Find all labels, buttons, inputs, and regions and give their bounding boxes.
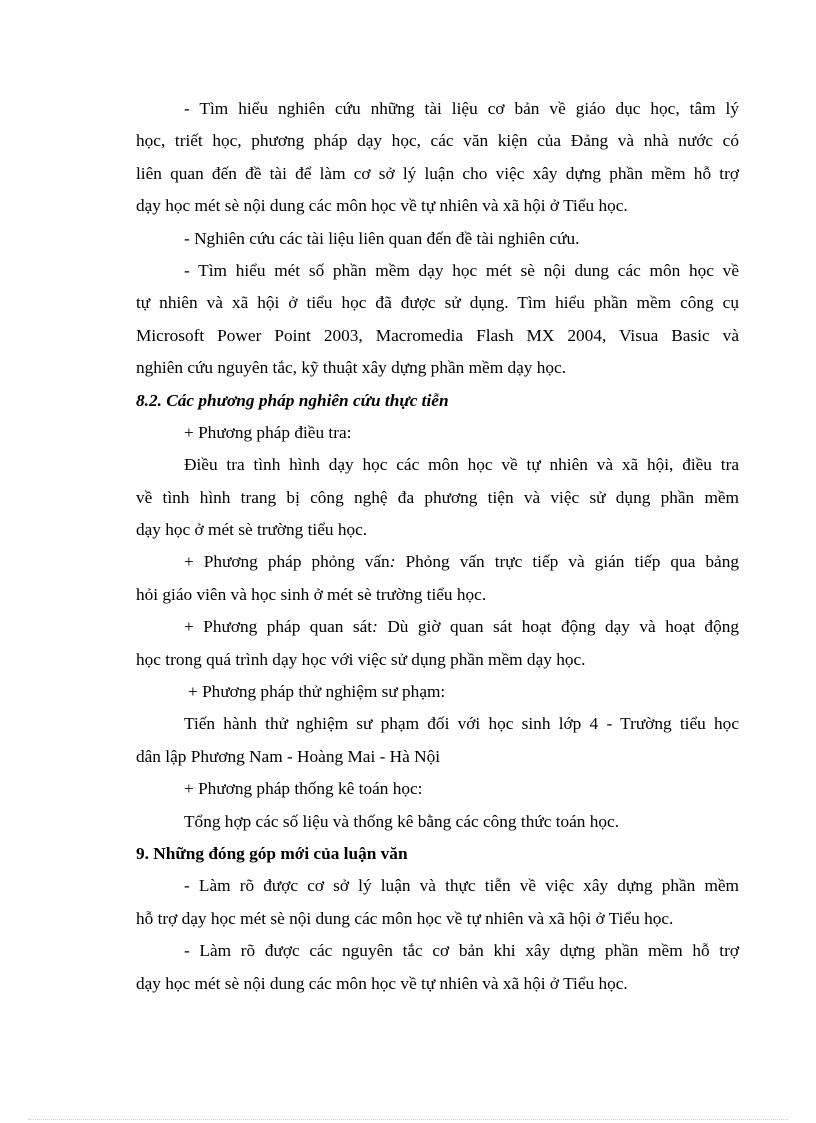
para-line: học trong quá trình dạy học với việc sử dụng phần mềm dạy học. xyxy=(136,649,586,669)
method-colon: : xyxy=(372,617,378,637)
para-line: dân lập Phương Nam - Hoàng Mai - Hà Nội xyxy=(136,746,441,766)
page-bottom-divider xyxy=(28,1119,788,1120)
para-line: - Làm rõ được các nguyên tắc cơ bản khi xây dựng phần mềm hỗ trợ xyxy=(184,941,739,961)
section-heading-8-2: 8.2. Các phương pháp nghiên cứu thực tiễn xyxy=(136,390,449,410)
method-label: + Phương pháp quan sát xyxy=(184,617,373,637)
para-line: Microsoft Power Point 2003, Macromedia Flash MX 2004, Visua Basic và xyxy=(136,325,739,345)
para-line: + Phương pháp điều tra: xyxy=(184,422,352,442)
method-text: Dù giờ quan sát hoạt động dạy và hoạt động xyxy=(377,617,739,637)
para-line: học, triết học, phương pháp dạy học, các văn kiện của Đảng và nhà nước có xyxy=(136,131,739,151)
method-text: Phỏng vấn trực tiếp và gián tiếp qua bảng xyxy=(395,552,739,572)
para-line: - Nghiên cứu các tài liệu liên quan đến đề tài nghiên cứu. xyxy=(184,228,580,248)
para-line: Tiến hành thử nghiệm sư phạm đối với học sinh lớp 4 - Trường tiểu học xyxy=(184,714,739,734)
para-line: - Tìm hiểu nghiên cứu những tài liệu cơ bản về giáo dục học, tâm lý xyxy=(184,99,739,118)
para-line: hỏi giáo viên và học sinh ở mét sè trường tiểu học. xyxy=(136,584,487,604)
para-line: - Tìm hiểu mét số phần mềm dạy học mét sè nội dung các môn học về xyxy=(184,260,739,280)
method-colon: : xyxy=(389,552,396,572)
para-line: nghiên cứu nguyên tắc, kỹ thuật xây dựng phần mềm dạy học. xyxy=(136,358,567,378)
para-line: Điều tra tình hình dạy học các môn học về tự nhiên và xã hội, điều tra xyxy=(184,455,739,475)
section-heading-9: 9. Những đóng góp mới của luận văn xyxy=(136,843,408,863)
para-line: dạy học ở mét sè trường tiểu học. xyxy=(136,520,368,540)
para-line: liên quan đến đề tài để làm cơ sở lý luận cho việc xây dựng phần mềm hỗ trợ xyxy=(136,163,739,183)
para-line xyxy=(136,611,739,643)
para-line: về tình hình trang bị công nghệ đa phương tiện và việc sử dụng phần mềm xyxy=(136,487,739,507)
para-line: hỗ trợ dạy học mét sè nội dung các môn học về tự nhiên và xã hội ở Tiểu học. xyxy=(136,908,674,928)
para-line: dạy học mét sè nội dung các môn học về tự nhiên và xã hội ở Tiểu học. xyxy=(136,973,628,993)
para-line: dạy học mét sè nội dung các môn học về tự nhiên và xã hội ở Tiểu học. xyxy=(136,196,628,216)
para-line xyxy=(136,546,739,578)
para-line: Tổng hợp các số liệu và thống kê bằng các công thức toán học. xyxy=(184,811,620,831)
method-label: + Phương pháp phỏng vấn xyxy=(184,552,390,572)
para-line: + Phương pháp thống kê toán học: xyxy=(184,779,423,799)
para-line: + Phương pháp thử nghiệm sư phạm: xyxy=(188,682,446,702)
para-line: - Làm rõ được cơ sở lý luận và thực tiễn về việc xây dựng phần mềm xyxy=(184,876,739,896)
document-page xyxy=(136,93,739,1000)
para-line: tự nhiên và xã hội ở tiểu học đã được sử dụng. Tìm hiểu phần mềm công cụ xyxy=(136,293,739,313)
